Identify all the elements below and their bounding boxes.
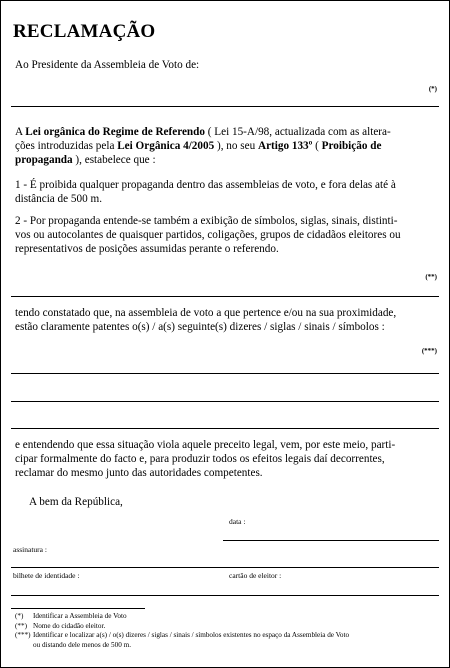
cards-line[interactable] [11, 595, 439, 596]
item-2: 2 - Por propaganda entende-se também a exibição de símbolos, siglas, sinais, distinti- vos ou autocolantes de quaisquer partidos, coligações, grupos de cidadãos eleitores ou representativos de posições assumidas perante o referendo. [15, 215, 401, 255]
date-label: data : [229, 517, 246, 526]
found-paragraph: tendo constatado que, na assembleia de voto a que pertence e/ou na sua proximidade, estão claramente patentes o(s) / a(s) seguinte(s) dizeres / siglas / sinais / símbolos : [15, 307, 397, 333]
law-line-3: propaganda ), estabelece que : [15, 154, 156, 166]
footnote-1: (*) Identificar a Assembleia de Voto [15, 612, 127, 620]
signature-label: assinatura : [13, 545, 47, 554]
law-line-2: ções introduzidas pela Lei Orgânica 4/2005 ), no seu Artigo 133º ( Proibição de [15, 140, 382, 152]
symbols-line-3[interactable] [11, 428, 439, 429]
closing-salutation: A bem da República, [29, 496, 123, 508]
footnotes [15, 612, 440, 650]
symbols-line-1[interactable] [11, 373, 439, 374]
item-1: 1 - É proibida qualquer propaganda dentro das assembleias de voto, e fora delas até à distância de 500 m. [15, 179, 396, 205]
footnote-3: (***) Identificar e localizar a(s) / o(s) dizeres / siglas / sinais / símbolos existentes no espaço da Assembleia de Voto ou distando dele menos de 500 m. [15, 631, 350, 649]
law-paragraph [15, 125, 440, 167]
addressee-label: Ao Presidente da Assembleia de Voto de: [15, 59, 200, 71]
voter-card-label: cartão de eleitor : [229, 571, 282, 580]
footnote-mark-2: (**) [425, 273, 437, 281]
id-card-label: bilhete de identidade : [13, 571, 80, 580]
addressee-line[interactable] [11, 106, 439, 107]
footnote-separator [11, 608, 145, 609]
footnote-2: (**) Nome do cidadão eleitor. [15, 621, 106, 630]
footnote-mark-3: (***) [421, 347, 437, 355]
symbols-line-2[interactable] [11, 401, 439, 402]
date-line[interactable] [223, 540, 439, 541]
footnote-mark-1: (*) [428, 85, 437, 93]
citizen-name-line[interactable] [11, 296, 439, 297]
form-title: RECLAMAÇÃO [13, 21, 156, 42]
signature-line[interactable] [11, 567, 439, 568]
conclusion-paragraph: e entendendo que essa situação viola aquele preceito legal, vem, por este meio, parti- cipar formalmente do facto e, para produzir todos os efeitos legais daí decorrentes, reclamar do mesmo junto das autoridades competentes. [15, 439, 396, 479]
law-line-1: A Lei orgânica do Regime de Referendo ( Lei 15-A/98, actualizada com as altera- [15, 126, 391, 138]
